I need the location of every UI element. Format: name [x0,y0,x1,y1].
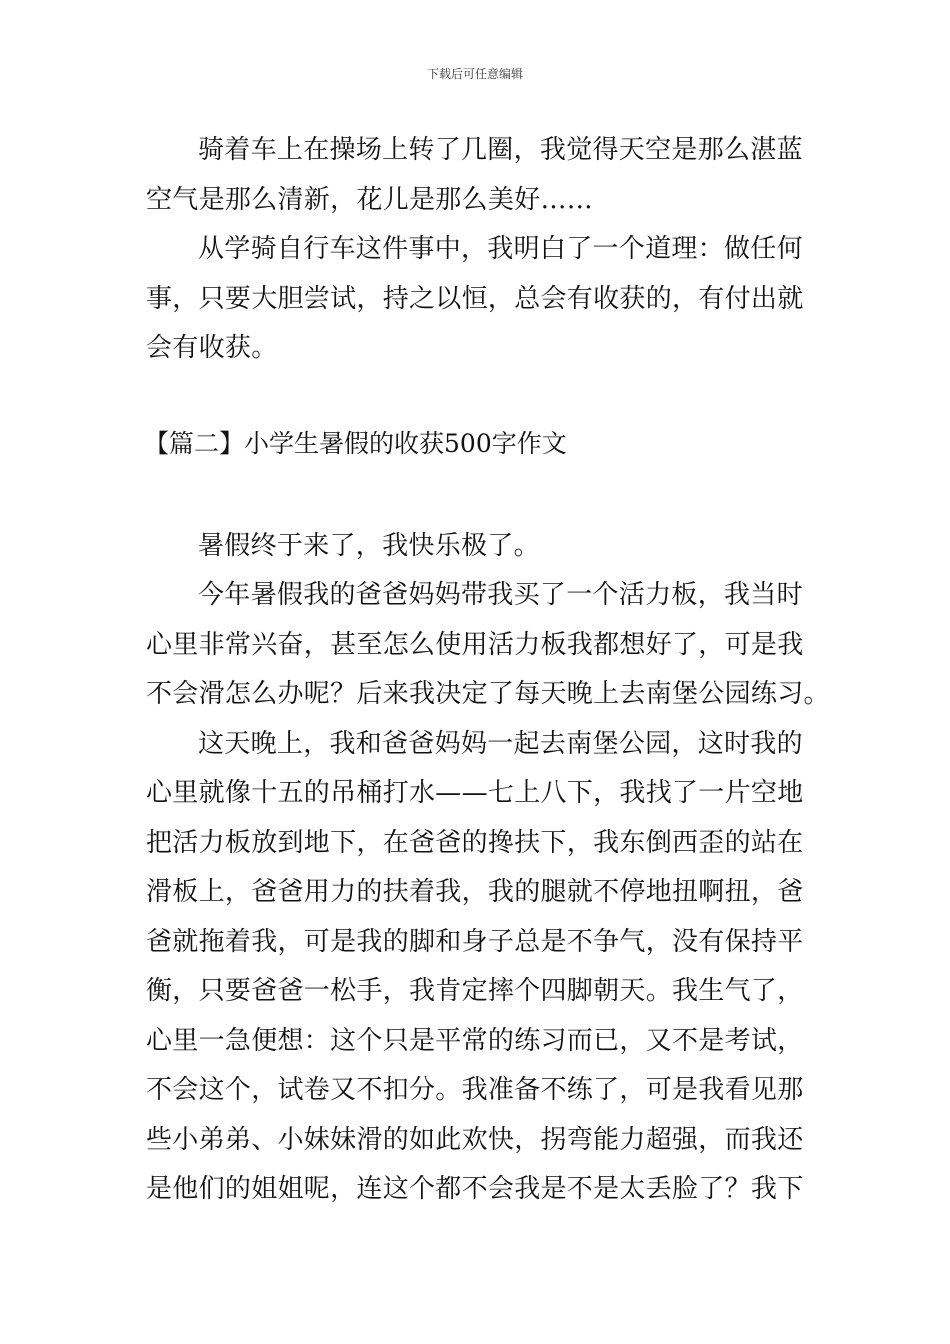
document-body [144,126,830,1215]
paragraph-line: 空气是那么清新，花儿是那么美好…… [146,184,594,215]
paragraph-line: 今年暑假我的爸爸妈妈带我买了一个活力板，我当时 [198,580,803,610]
paragraph-line: 心里就像十五的吊桶打水——七上八下，我找了一片空地 [146,778,804,808]
paragraph-line: 不会滑怎么办呢？后来我决定了每天晚上去南堡公园练习。 [146,679,830,709]
paragraph-line: 暑假终于来了，我快乐极了。 [198,530,540,561]
paragraph-line: 这天晚上，我和爸爸妈妈一起去南堡公园，这时我的 [198,728,803,759]
paragraph [146,522,810,572]
paragraph [146,225,810,374]
paragraph-line: 事，只要大胆尝试，持之以恒，总会有收获的，有付出就 [146,283,804,314]
paragraph-line: 会有收获。 [146,333,278,363]
paragraph [146,571,830,720]
paragraph-line: 骑着车上在操场上转了几圈，我觉得天空是那么湛蓝 [198,135,803,165]
paragraph-line: 把活力板放到地下，在爸爸的搀扶下，我东倒西歪的站在 [146,827,804,858]
paragraph [146,720,810,1215]
paragraph-line: 是他们的姐姐呢，连这个都不会我是不是太丢脸了？我下 [146,1174,804,1204]
page-header: 下载后可任意编辑 [426,67,523,81]
spacer [146,374,810,420]
paragraph-line: 心里一急便想：这个只是平常的练习而已，又不是考试， [146,1025,804,1056]
paragraph-line: 爸就拖着我，可是我的脚和身子总是不争气，没有保持平 [146,926,804,957]
paragraph-line: 些小弟弟、小妹妹滑的如此欢快，拐弯能力超强，而我还 [146,1124,804,1155]
paragraph-line: 衡，只要爸爸一松手，我肯定摔个四脚朝天。我生气了， [146,976,804,1006]
paragraph [146,126,810,225]
paragraph-line: 从学骑自行车这件事中，我明白了一个道理：做任何 [198,234,803,264]
spacer [146,468,810,522]
paragraph-line: 不会这个，试卷又不扣分。我准备不练了，可是我看见那 [146,1075,804,1105]
paragraph-line: 心里非常兴奋，甚至怎么使用活力板我都想好了，可是我 [146,629,804,660]
section-heading: 【篇二】小学生暑假的收获500字作文 [144,428,567,458]
paragraph-line: 滑板上，爸爸用力的扶着我，我的腿就不停地扭啊扭，爸 [146,877,804,907]
